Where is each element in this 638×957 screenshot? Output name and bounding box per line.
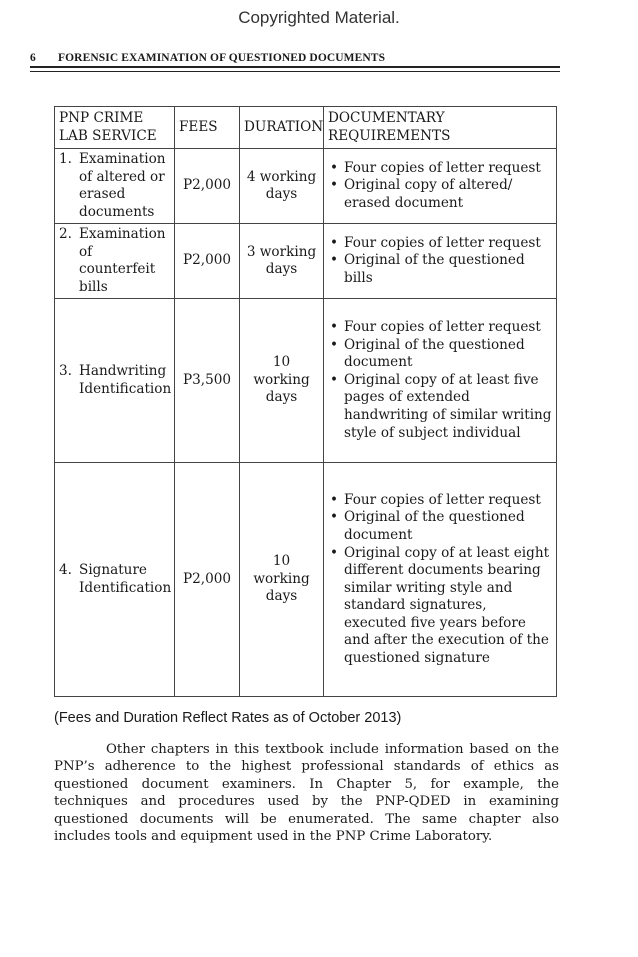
header-requirements: DOCUMENTARY REQUIREMENTS — [324, 107, 557, 149]
fee-cell: P3,500 — [175, 299, 240, 463]
header-fees: FEES — [175, 107, 240, 149]
service-number: 4. — [59, 562, 72, 579]
copyright-watermark: Copyrighted Material. — [238, 8, 400, 27]
running-title: FORENSIC EXAMINATION OF QUESTIONED DOCUMENTS — [58, 52, 386, 64]
service-cell — [55, 299, 175, 463]
fees-note: (Fees and Duration Reflect Rates as of October 2013) — [54, 710, 402, 726]
requirements-cell — [324, 463, 557, 697]
duration-cell: 10 working days — [240, 463, 324, 697]
service-name: Examination of counterfeit bills — [79, 226, 166, 295]
requirement-item: • Original of the questioned bills — [328, 252, 552, 287]
fee-cell: P2,000 — [175, 463, 240, 697]
table-row — [55, 463, 557, 697]
requirements-cell — [324, 224, 557, 299]
duration-cell: 4 working days — [240, 149, 324, 224]
table-row — [55, 299, 557, 463]
duration-cell: 10 working days — [240, 299, 324, 463]
requirement-item: • Original copy of altered/ erased document — [328, 177, 552, 212]
header-rule-thin — [30, 71, 560, 72]
page-number: 6 — [30, 52, 36, 64]
requirement-item: • Original copy of at least five pages of extended handwriting of similar writing style of subject individual — [328, 372, 552, 442]
header-service: PNP CRIME LAB SERVICE — [55, 107, 175, 149]
service-name: Handwriting Identification — [79, 363, 172, 397]
requirement-item: • Four copies of letter request — [328, 319, 552, 337]
fee-cell: P2,000 — [175, 224, 240, 299]
table-row — [55, 224, 557, 299]
requirement-item: • Four copies of letter request — [328, 160, 552, 178]
header-duration: DURATION — [240, 107, 324, 149]
requirement-item: • Original of the questioned document — [328, 509, 552, 544]
service-number: 3. — [59, 363, 72, 380]
requirement-item: • Original copy of at least eight different documents bearing similar writing style and standard signatures, executed five years before and after the execution of the questioned signature — [328, 545, 552, 668]
services-table — [54, 106, 557, 697]
service-name: Signature Identification — [79, 562, 172, 596]
header-rule-thick — [30, 66, 560, 68]
requirements-cell — [324, 299, 557, 463]
service-number: 1. — [59, 151, 72, 167]
requirement-item: • Original of the questioned document — [328, 337, 552, 372]
running-header — [30, 52, 560, 64]
requirement-item: • Four copies of letter request — [328, 235, 552, 253]
service-name: Examination of altered or erased documents — [79, 151, 166, 220]
service-number: 2. — [59, 226, 72, 242]
table-row — [55, 149, 557, 224]
body-paragraph: Other chapters in this textbook include information based on the PNP’s adherence to the highest professional standards of ethics as questioned document examiners. In Chapter 5, for example, the techniques and procedures used by the PNP-QDED in examining questioned documents will be enumerated. The same chapter also includes tools and equipment used in the PNP Crime Laboratory. — [54, 742, 559, 845]
table-header-row — [55, 107, 557, 149]
requirements-cell — [324, 149, 557, 224]
fee-cell: P2,000 — [175, 149, 240, 224]
service-cell — [55, 463, 175, 697]
service-cell — [55, 224, 175, 299]
service-cell — [55, 149, 175, 224]
duration-cell: 3 working days — [240, 224, 324, 299]
requirement-item: • Four copies of letter request — [328, 492, 552, 510]
